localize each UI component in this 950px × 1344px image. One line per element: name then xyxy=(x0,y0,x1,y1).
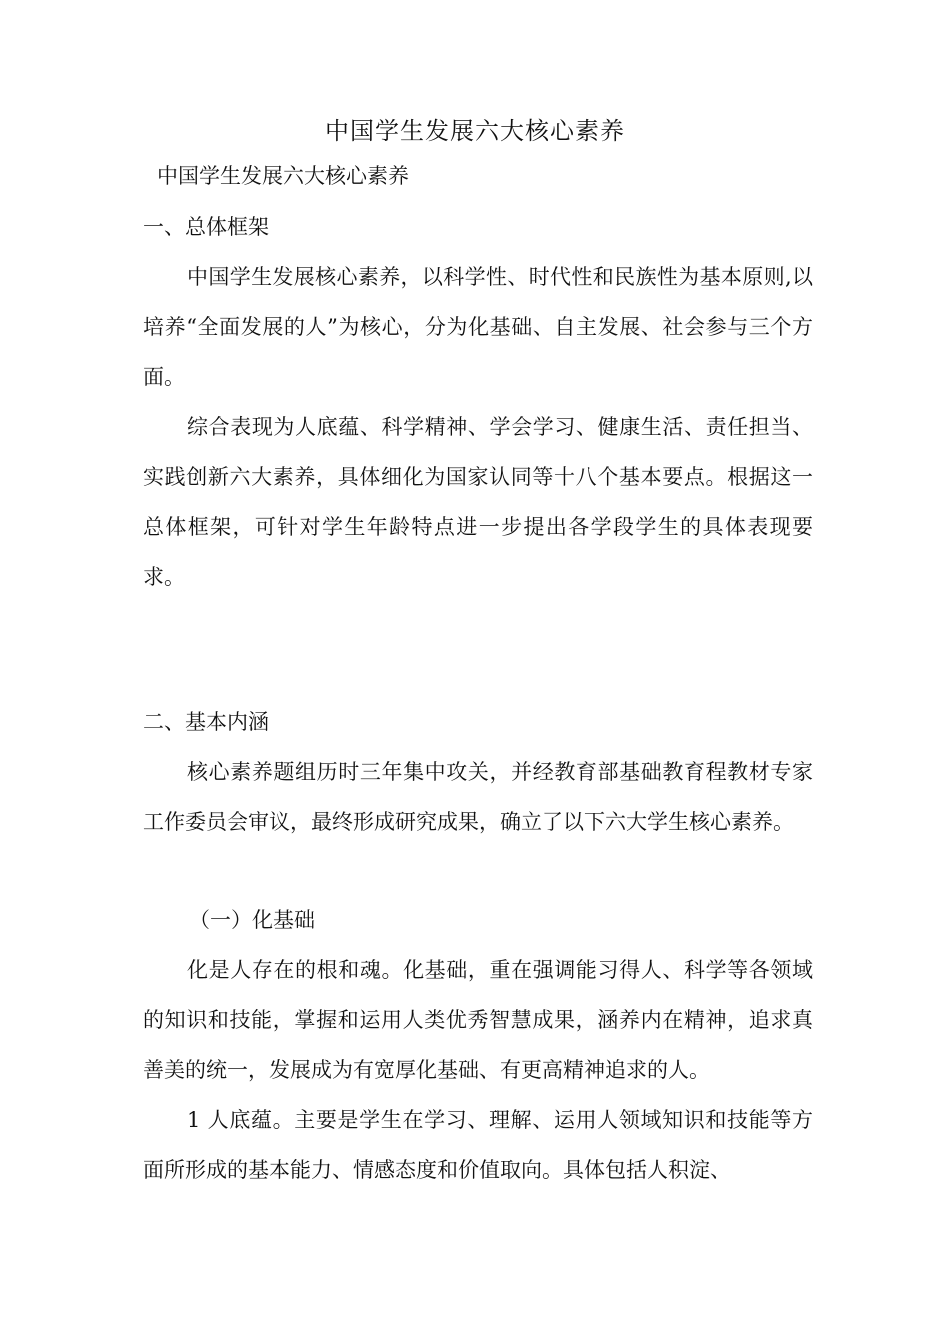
section2-subheading-1: （一）化基础 xyxy=(189,908,315,932)
section2-paragraph-2: 化是人存在的根和魂。化基础，重在强调能习得人、科学等各领域的知识和技能，掌握和运用人类优秀智慧成果，涵养内在精神，追求真善美的统一，发展成为有宽厚化基础、有更高精神追求的人。 xyxy=(143,958,813,1082)
section2-heading: 二、基本内涵 xyxy=(143,710,269,734)
section2-paragraph-1: 核心素养题组历时三年集中攻关，并经教育部基础教育程教材专家工作委员会审议，最终形成研究成果，确立了以下六大学生核心素养。 xyxy=(143,760,813,834)
section2-paragraph-3: 1 人底蕴。主要是学生在学习、理解、运用人领域知识和技能等方面所形成的基本能力、情感态度和价值取向。具体包括人积淀、 xyxy=(143,1108,813,1182)
section1-paragraph-1: 中国学生发展核心素养，以科学性、时代性和民族性为基本原则,以培养“全面发展的人”为核心，分为化基础、自主发展、社会参与三个方面。 xyxy=(143,265,813,389)
document-title: 中国学生发展六大核心素养 xyxy=(325,117,625,145)
section1-paragraph-2: 综合表现为人底蕴、科学精神、学会学习、健康生活、责任担当、实践创新六大素养，具体细化为国家认同等十八个基本要点。根据这一总体框架，可针对学生年龄特点进一步提出各学段学生的具体表现要求。 xyxy=(143,415,813,589)
section1-heading: 一、总体框架 xyxy=(143,215,269,239)
document-subtitle: 中国学生发展六大核心素养 xyxy=(157,164,409,188)
